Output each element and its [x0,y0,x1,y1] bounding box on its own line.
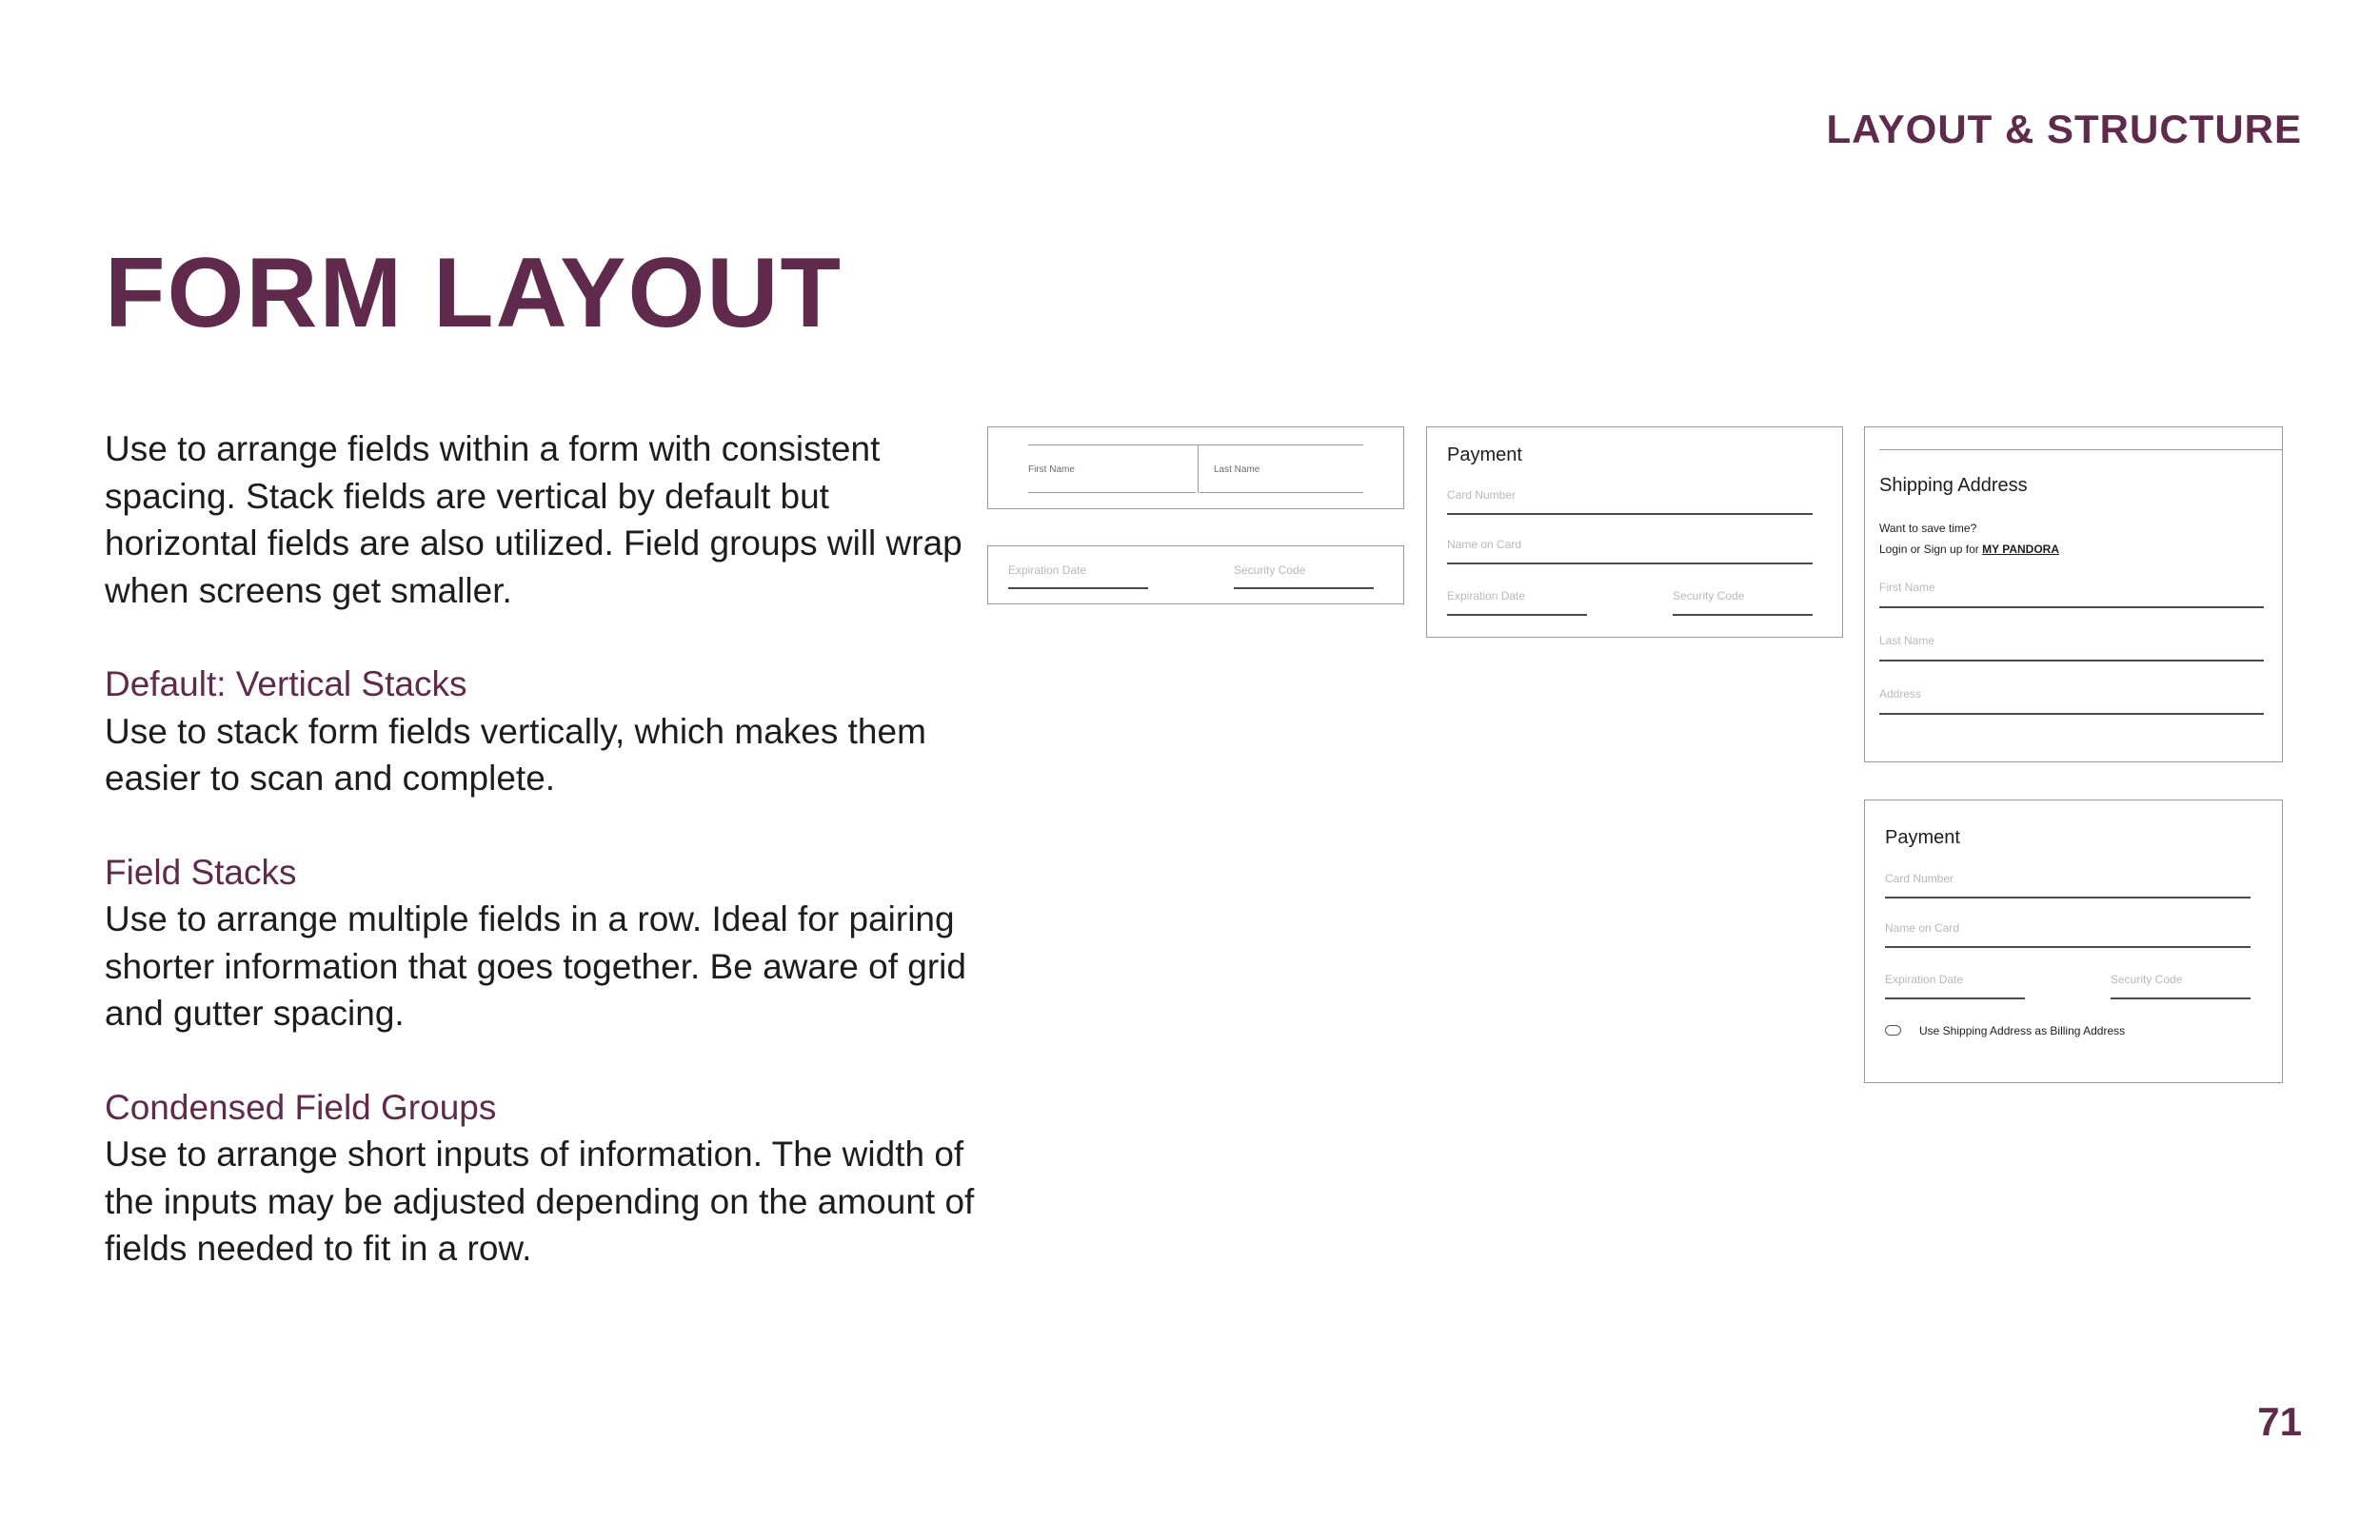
last-name-input[interactable] [1200,492,1363,493]
expiration-date-input[interactable] [1447,614,1587,616]
address-input[interactable] [1879,713,2264,715]
login-text: Login or Sign up for [1879,543,1979,556]
name-on-card-input[interactable] [1885,946,2251,948]
security-code-label: Security Code [1234,563,1306,577]
section-text-vertical-stacks: Use to stack form fields vertically, which makes them easier to scan and complete. [105,711,926,798]
expiration-date-label: Expiration Date [1447,589,1526,602]
name-on-card-label: Name on Card [1447,538,1522,551]
login-row [1879,543,2059,556]
intro-paragraph: Use to arrange fields within a form with consistent spacing. Stack fields are vertical by default but horizontal fields are also utilized. Field groups will wrap when screens get smaller. [105,429,962,610]
billing-toggle-label: Use Shipping Address as Billing Address [1919,1024,2126,1037]
security-code-input[interactable] [2111,997,2251,999]
body-text [105,425,990,1273]
payment-title: Payment [1447,444,1522,465]
last-name-label: Last Name [1214,464,1260,475]
expiration-date-label: Expiration Date [1008,563,1087,577]
first-name-label: First Name [1879,581,1935,594]
first-name-input[interactable] [1879,606,2264,608]
example-payment-card [1426,426,1843,638]
first-name-label: First Name [1028,464,1075,475]
example-expiration-row [987,545,1404,604]
example-shipping-card [1864,426,2283,762]
security-code-input[interactable] [1673,614,1813,616]
last-name-input[interactable] [1879,660,2264,661]
section-text-condensed-groups: Use to arrange short inputs of information. The width of the inputs may be adjusted depending on the amount of fields needed to fit in a row. [105,1135,975,1268]
section-heading-field-stacks: Field Stacks [105,852,297,892]
card-number-label: Card Number [1447,488,1517,502]
expiration-date-label: Expiration Date [1885,973,1964,986]
page-title: FORM LAYOUT [105,238,843,348]
name-on-card-label: Name on Card [1885,921,1960,935]
save-prompt: Want to save time? [1879,522,1977,535]
my-pandora-link[interactable]: MY PANDORA [1982,543,2059,556]
security-code-label: Security Code [1673,589,1745,602]
section-heading-vertical-stacks: Default: Vertical Stacks [105,664,467,703]
section-text-field-stacks: Use to arrange multiple fields in a row. Ideal for pairing shorter information that goes together. Be aware of grid and gutter spacing. [105,899,966,1033]
first-name-input[interactable] [1028,492,1196,493]
shipping-title: Shipping Address [1879,475,2028,496]
expiration-date-input[interactable] [1885,997,2025,999]
expiration-date-input[interactable] [1008,587,1148,589]
page-number: 71 [2257,1399,2302,1444]
card-number-input[interactable] [1885,897,2251,898]
security-code-label: Security Code [2111,973,2183,986]
section-heading-condensed-groups: Condensed Field Groups [105,1087,497,1127]
card-number-input[interactable] [1447,513,1813,515]
name-on-card-input[interactable] [1447,563,1813,564]
security-code-input[interactable] [1234,587,1374,589]
section-header: LAYOUT & STRUCTURE [1826,107,2302,151]
last-name-label: Last Name [1879,634,1935,647]
card-number-label: Card Number [1885,872,1954,885]
address-label: Address [1879,687,1922,701]
payment-title: Payment [1885,827,1960,848]
billing-address-toggle[interactable] [1885,1025,1901,1036]
example-payment-billing-card [1864,800,2283,1083]
example-name-row [987,426,1404,509]
